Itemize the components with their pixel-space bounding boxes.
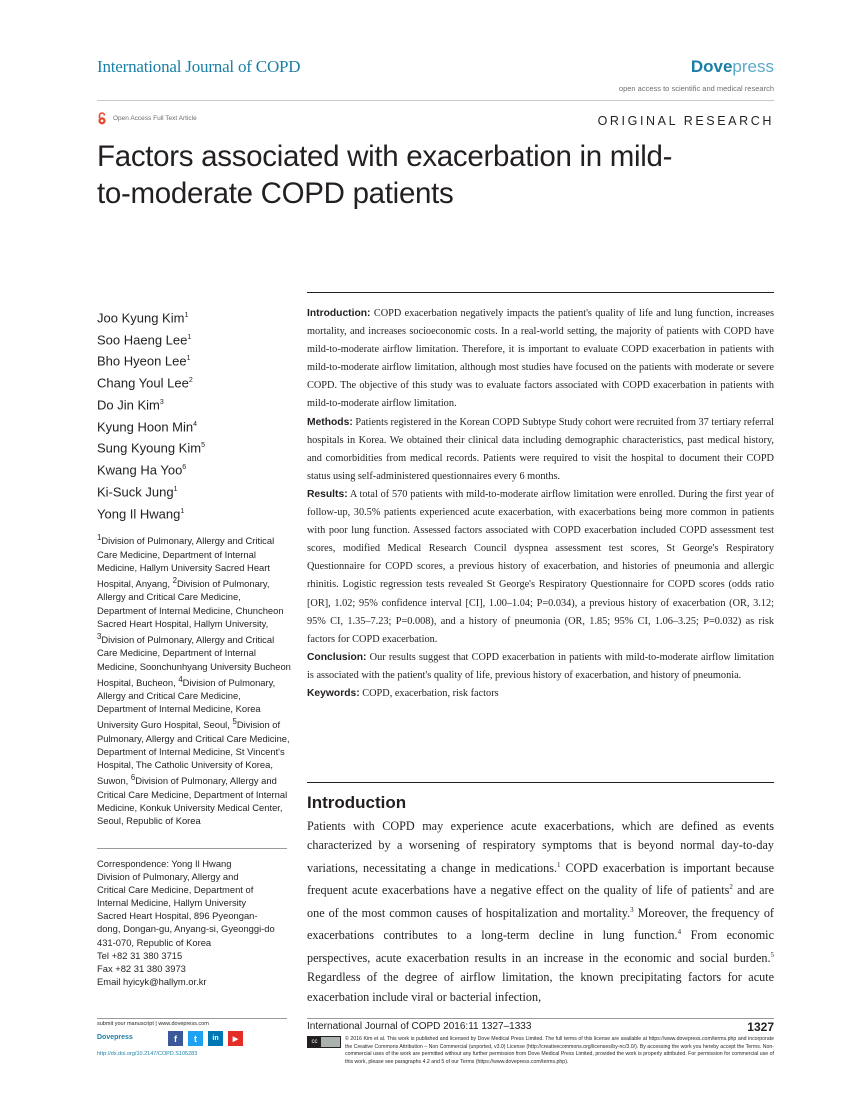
author-name-text: Joo Kyung Kim [97,310,185,326]
correspondence-line: 431-070, Republic of Korea [97,936,212,948]
publisher-logo[interactable] [691,57,774,77]
abstract-methods-text: Patients registered in the Korean COPD Subtype Study cohort were recruited from 37 tertiary referral hospitals in Korea. We obtained their clinical data including demographic characteristics, past medical history, and comorbidities from medical records. Patients were required to visit the hospital to document their COPD status using self-administered questionnaires every 6 months. [307,416,774,482]
correspondence-line: Fax +82 31 380 3973 [97,962,186,974]
author-name [97,328,292,350]
affiliations [97,531,292,827]
abstract-results [307,486,774,649]
affiliation-mark: 4 [178,674,183,684]
linkedin-icon[interactable]: in [208,1031,223,1046]
twitter-icon[interactable]: t [188,1031,203,1046]
abstract-bottom-rule [307,782,774,783]
abstract-keywords-text: COPD, exacerbation, risk factors [359,687,499,699]
abstract-introduction-label: Introduction: [307,308,371,319]
author-name-text: Do Jin Kim [97,397,160,413]
abstract-conclusion-label: Conclusion: [307,651,367,663]
publisher-logo-light: press [732,57,774,76]
author-affiliation-mark: 1 [186,355,191,363]
title-line-2: to-moderate COPD patients [97,177,454,210]
author-name [97,393,292,415]
intro-text-2: COPD exacerbation is important because frequent acute exacerbations have a negative effect on the quality of life of patients [307,860,774,898]
intro-text-4: Moreover, the frequency of exacerbations contributes to a long-term decline in lung function. [307,905,774,943]
correspondence-block [97,857,292,988]
footer-publisher-logo[interactable]: Dovepress [97,1034,133,1041]
citation-ref-2[interactable]: 2 [729,883,733,892]
affiliation-text: Division of Pulmonary, Allergy and Critical Care Medicine, Department of Internal Medicine, Chuncheon Sacred Heart Hospital, Hallym University, [97,578,284,629]
author-name-text: Sung Kyoung Kim [97,440,202,456]
open-access-label: Open Access Full Text Article [113,115,197,122]
author-name [97,349,292,371]
publisher-logo-bold: Dove [690,57,733,76]
abstract-introduction [307,305,774,414]
introduction-heading: Introduction [307,793,407,812]
author-name-text: Kwang Ha Yoo [97,462,183,478]
abstract-conclusion-text: Our results suggest that COPD exacerbation in patients with mild-to-moderate airflow limitation is associated with the patient's quality of life, previous history of exacerbation, and history of pneumonia. [307,651,774,681]
abstract-results-text: A total of 570 patients with mild-to-moderate airflow limitation were enrolled. During the first year of follow-up, 30.5% patients experienced acute exacerbation, with exacerbations being more common in patients with poor lung function. Assessed factors associated with COPD exacerbation included COPD assessment test scores, modified Medical Research Council dyspnea assessment test scores, St George's Respiratory Questionnaire for COPD scores, a previous history of exacerbation, and histories of pneumonia and allergic rhinitis. Logistic regression tests revealed St George's Respiratory Questionnaire for COPD scores (odds ratio [OR], 1.02; 95% confidence interval [CI], 1.00–1.04; P=0.034), a previous history of exacerbation (OR, 3.12; 95% CI, 1.35–7.23; P=0.008), and a history of pneumonia (OR, 1.85; 95% CI, 1.06–3.25; P=0.032) as risk factors for COPD exacerbation. [307,488,774,645]
footer-divider-left [97,1018,287,1019]
abstract-keywords [307,685,774,703]
header-divider [97,100,774,101]
affiliation-text: Division of Pulmonary, Allergy and Critical Care Medicine, Department of Internal Medicine, Hallym University Sacred Heart Hospital, Anyang, [97,535,275,590]
affiliation-text: Division of Pulmonary, Allergy and Critical Care Medicine, Department of Internal Medicine, Konkuk University Medical Center, Seoul, Republic of Korea [97,775,288,827]
abstract-top-rule [307,292,774,293]
citation-ref-5[interactable]: 5 [770,950,774,959]
affiliation-mark: 5 [232,717,237,727]
youtube-icon[interactable]: ▶ [228,1031,243,1046]
paper-title [97,138,757,212]
affiliation-text: Division of Pulmonary, Allergy and Critical Care Medicine, Department of Internal Medicine, Soonchunhyang University Bucheon Hospital, Bucheon, [97,634,291,688]
affiliation-text: Division of Pulmonary, Allergy and Critical Care Medicine, Department of Internal Medicine, St Vincent's Hospital, The Catholic University of Korea, Suwon, [97,719,290,787]
title-line-1: Factors associated with exacerbation in mild- [97,140,673,173]
affiliation-mark: 3 [97,632,102,642]
correspondence-line: Correspondence: Yong Il Hwang [97,858,232,869]
author-affiliation-mark: 3 [159,398,164,406]
abstract-introduction-text: COPD exacerbation negatively impacts the patient's quality of life and lung function, increases mortality, and increases socioeconomic costs. In a real-world setting, the majority of patients with COPD have mild-to-moderate airflow limitation. Therefore, it is important to evaluate COPD exacerbation in patients with mild-to-moderate airflow limitation, although most studies have focused on the patients with moderate or severe COPD. The objective of this study was to evaluate factors associated with COPD exacerbation in patients with mild-to-moderate airflow limitation. [307,308,774,410]
author-affiliation-mark: 4 [193,420,198,428]
license-text: © 2016 Kim et al. This work is published and licensed by Dove Medical Press Limited. The full terms of this license are available at https://www.dovepress.com/terms.php and incorporate the Creative Commons Attribution – Non Commercial (unported, v3.0) License (http://creativecommons.org/licenses/by-nc/3.0/). By accessing the work you hereby accept the Terms. Non-commercial uses of the work are permitted without any further permission from Dove Medical Press Limited, provided the work is properly attributed. For permission for commercial use of this work, please see paragraphs 4.2 and 5 of our Terms (https://www.dovepress.com/terms.php). [345,1036,774,1065]
author-name-text: Ki-Suck Jung [97,484,174,500]
cc-badge-label: cc [308,1037,321,1047]
author-name-text: Yong Il Hwang [97,505,181,521]
author-name [97,436,292,458]
abstract-keywords-label: Keywords: [307,687,360,699]
license-block [307,1036,774,1066]
citation-ref-1[interactable]: 1 [557,860,561,869]
correspondence-line: dong, Dongan-gu, Anyang-si, Gyeonggi-do [97,923,275,935]
author-name-text: Bho Hyeon Lee [97,353,187,369]
journal-citation: International Journal of COPD 2016:11 1327–1333 [307,1021,532,1032]
author-name [97,415,292,437]
author-affiliation-mark: 5 [201,442,205,450]
cc-badge-fill [321,1037,340,1047]
affiliation-mark: 2 [172,576,177,586]
creative-commons-icon[interactable] [307,1036,341,1048]
author-affiliation-mark: 1 [173,485,178,493]
correspondence-line: Internal Medicine, Hallym University [97,897,247,909]
correspondence-line[interactable]: Email hyicyk@hallym.or.kr [97,975,207,987]
abstract-methods-label: Methods: [307,416,353,428]
facebook-icon[interactable]: f [168,1031,183,1046]
open-lock-icon [97,112,107,125]
author-name-text: Chang Youl Lee [97,375,189,391]
author-affiliation-mark: 1 [184,312,189,319]
page-number: 1327 [747,1020,774,1034]
correspondence-line: Tel +82 31 380 3715 [97,949,183,961]
open-access-badge [97,112,197,125]
author-column [97,306,292,827]
author-name-text: Kyung Hoon Min [97,419,194,434]
introduction-body [307,817,774,1007]
correspondence-divider [97,848,287,849]
intro-text-5: From economic perspectives, acute exacerbation results in an increase in the economic and social burden. [307,928,774,965]
author-name [97,480,292,502]
correspondence-line: Division of Pulmonary, Allergy and [97,871,239,883]
publisher-tagline: open access to scientific and medical research [618,84,774,93]
citation-ref-3[interactable]: 3 [630,905,634,914]
abstract-results-label: Results: [307,488,348,500]
journal-title: International Journal of COPD [97,57,301,76]
abstract [307,305,774,703]
affiliation-text: Division of Pulmonary, Allergy and Critical Care Medicine, Department of Internal Medicine, Korea University Guro Hospital, Seoul, [97,676,276,731]
author-name [97,371,292,393]
abstract-methods [307,414,774,486]
intro-text-1: Patients with COPD may experience acute exacerbations, which are defined as events characterized by a worsening of respiratory symptoms that is beyond normal day-to-day variations, necessitating a change in medications. [307,819,774,875]
author-affiliation-mark: 1 [180,507,185,515]
doi-link[interactable]: http://dx.doi.org/10.2147/COPD.S105283 [97,1051,198,1057]
affiliation-mark: 1 [97,533,102,543]
author-name [97,458,292,480]
intro-text-6: Regardless of the degree of airflow limitation, the known precipitating factors for acute exacerbation include viral or bacterial infection, [307,970,774,1004]
footer-divider-right [307,1018,774,1019]
intro-text-3: and are one of the most common causes of hospitalization and mortality. [307,883,774,920]
author-affiliation-mark: 2 [188,377,193,385]
correspondence-line: Critical Care Medicine, Department of [97,884,254,896]
author-name [97,306,292,328]
author-affiliation-mark: 6 [182,464,187,472]
social-icons [168,1031,243,1046]
affiliation-mark: 6 [130,773,136,783]
article-type-label: ORIGINAL RESEARCH [597,114,774,128]
submit-manuscript-link[interactable]: submit your manuscript | www.dovepress.com [97,1021,209,1027]
author-name-text: Soo Haeng Lee [97,332,188,348]
citation-ref-4[interactable]: 4 [677,928,682,937]
author-list [97,306,292,523]
author-affiliation-mark: 1 [187,333,192,341]
correspondence-line: Sacred Heart Hospital, 896 Pyeongan- [97,910,258,922]
abstract-conclusion [307,649,774,685]
author-name [97,502,292,524]
